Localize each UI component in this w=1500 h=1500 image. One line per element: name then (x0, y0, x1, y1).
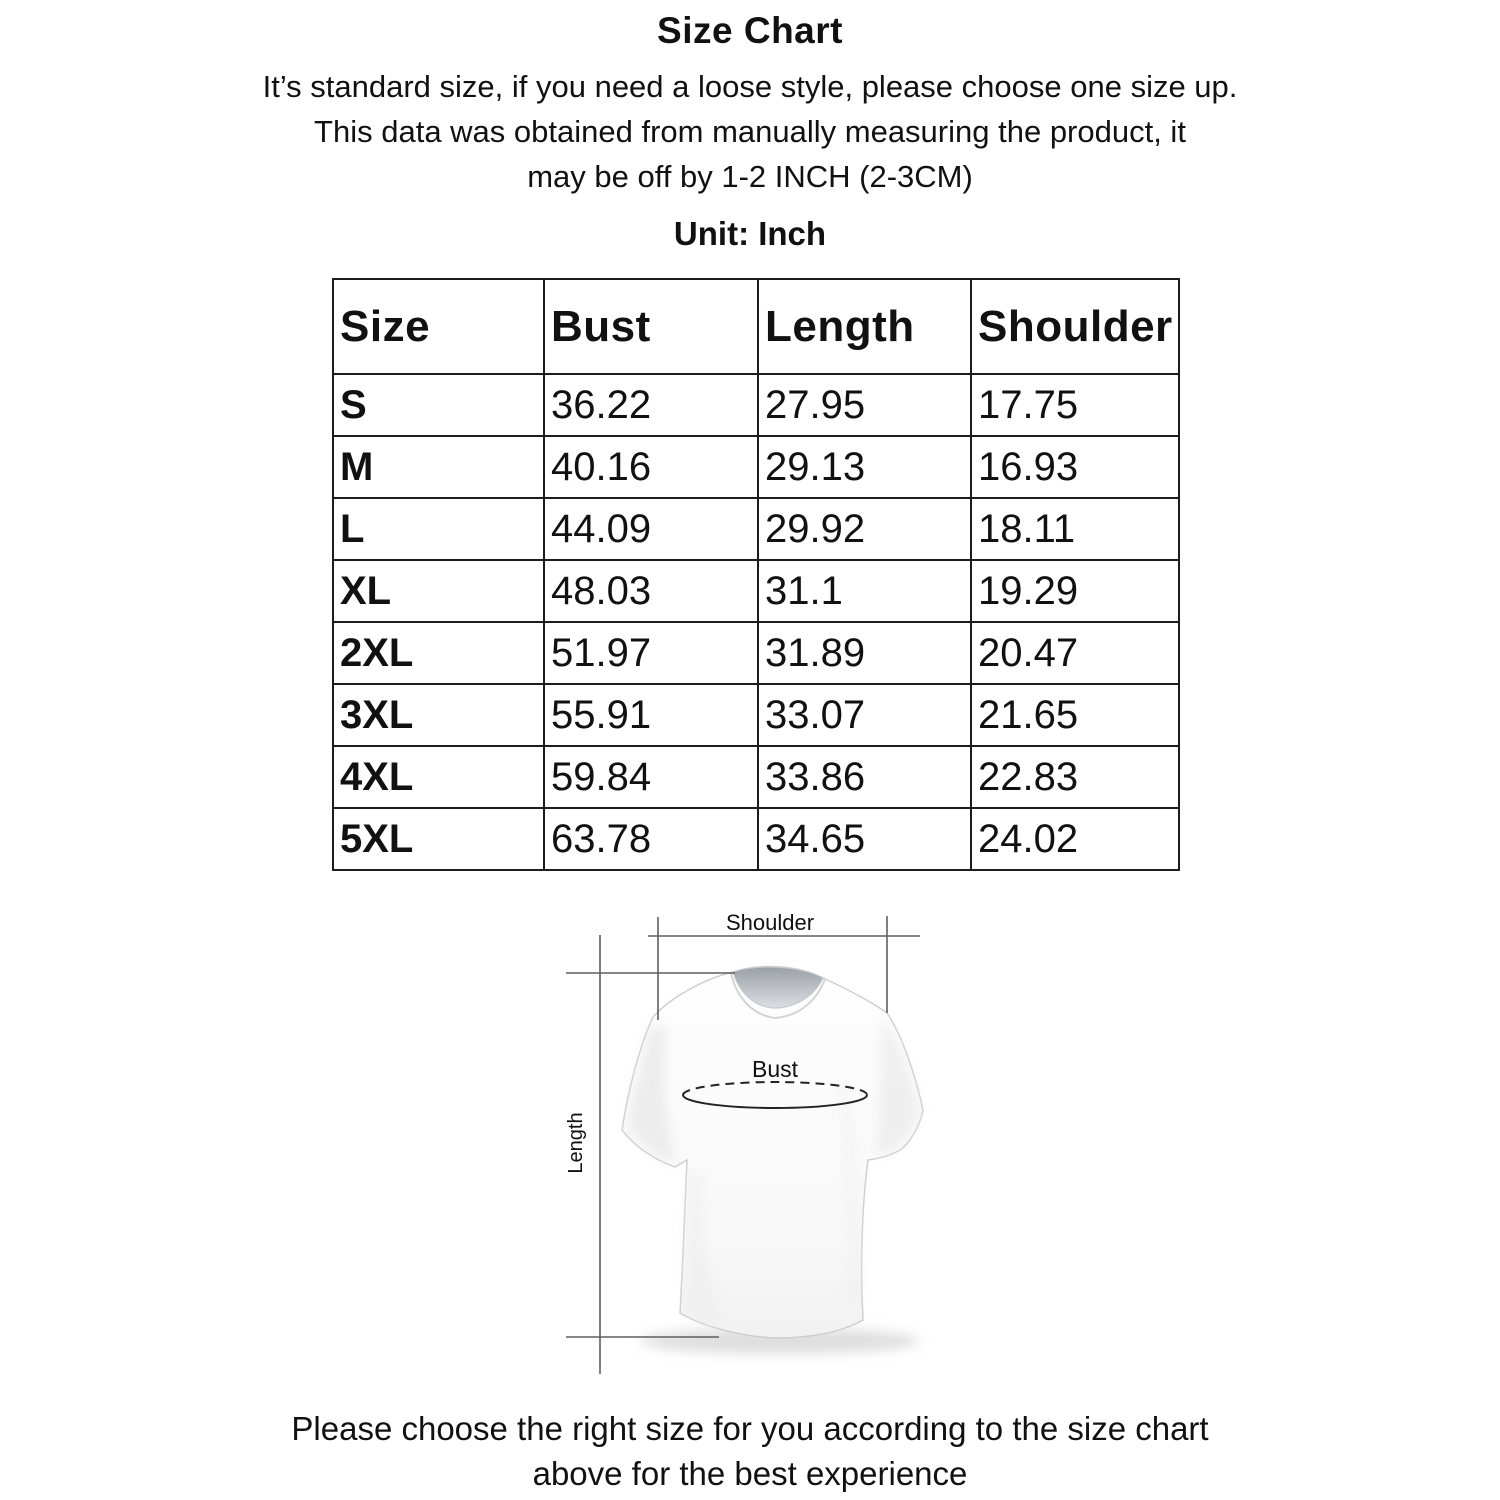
measurement-cell: 36.22 (544, 374, 758, 436)
measurement-cell: 24.02 (971, 808, 1179, 870)
size-cell: S (333, 374, 544, 436)
table-row (333, 560, 1179, 622)
table-row (333, 498, 1179, 560)
size-table-header (333, 279, 1179, 374)
column-header: Length (758, 279, 971, 374)
size-cell: M (333, 436, 544, 498)
table-row (333, 374, 1179, 436)
measurement-cell: 55.91 (544, 684, 758, 746)
column-header: Bust (544, 279, 758, 374)
size-note (0, 64, 1500, 199)
table-row (333, 622, 1179, 684)
footer-line-1: Please choose the right size for you according to the size chart (291, 1410, 1209, 1447)
measurement-cell: 48.03 (544, 560, 758, 622)
measurement-cell: 21.65 (971, 684, 1179, 746)
bust-label: Bust (751, 1056, 799, 1082)
size-table-body (333, 374, 1179, 870)
table-row (333, 684, 1179, 746)
size-cell: 3XL (333, 684, 544, 746)
table-row (333, 808, 1179, 870)
footer-note (0, 1406, 1500, 1496)
shoulder-label: Shoulder (725, 910, 815, 935)
measurement-cell: 17.75 (971, 374, 1179, 436)
size-cell: XL (333, 560, 544, 622)
measurement-cell: 59.84 (544, 746, 758, 808)
measurement-cell: 29.92 (758, 498, 971, 560)
measurement-cell: 51.97 (544, 622, 758, 684)
measurement-cell: 44.09 (544, 498, 758, 560)
measurement-cell: 27.95 (758, 374, 971, 436)
measurement-cell: 33.07 (758, 684, 971, 746)
unit-label: Unit: Inch (673, 215, 827, 252)
size-table (332, 278, 1180, 871)
measurement-cell: 16.93 (971, 436, 1179, 498)
size-cell: 4XL (333, 746, 544, 808)
page-title: Size Chart (657, 10, 843, 51)
size-note-line-2: This data was obtained from manually measuring the product, it (314, 114, 1186, 149)
column-header: Shoulder (971, 279, 1179, 374)
table-row (333, 436, 1179, 498)
tshirt-measurement-diagram (548, 903, 988, 1398)
measurement-cell: 63.78 (544, 808, 758, 870)
table-row (333, 746, 1179, 808)
measurement-cell: 18.11 (971, 498, 1179, 560)
footer-line-2: above for the best experience (532, 1455, 968, 1492)
table-header-row (333, 279, 1179, 374)
size-note-line-1: It’s standard size, if you need a loose style, please choose one size up. (262, 69, 1238, 104)
tshirt-diagram-svg (548, 903, 988, 1398)
size-cell: 2XL (333, 622, 544, 684)
measurement-cell: 34.65 (758, 808, 971, 870)
size-note-line-3: may be off by 1-2 INCH (2-3CM) (527, 159, 973, 194)
size-cell: 5XL (333, 808, 544, 870)
measurement-cell: 31.89 (758, 622, 971, 684)
measurement-cell: 22.83 (971, 746, 1179, 808)
measurement-cell: 20.47 (971, 622, 1179, 684)
measurement-cell: 40.16 (544, 436, 758, 498)
measurement-cell: 29.13 (758, 436, 971, 498)
column-header: Size (333, 279, 544, 374)
measurement-cell: 31.1 (758, 560, 971, 622)
measurement-cell: 19.29 (971, 560, 1179, 622)
size-cell: L (333, 498, 544, 560)
measurement-cell: 33.86 (758, 746, 971, 808)
length-label: Length (565, 1112, 587, 1174)
